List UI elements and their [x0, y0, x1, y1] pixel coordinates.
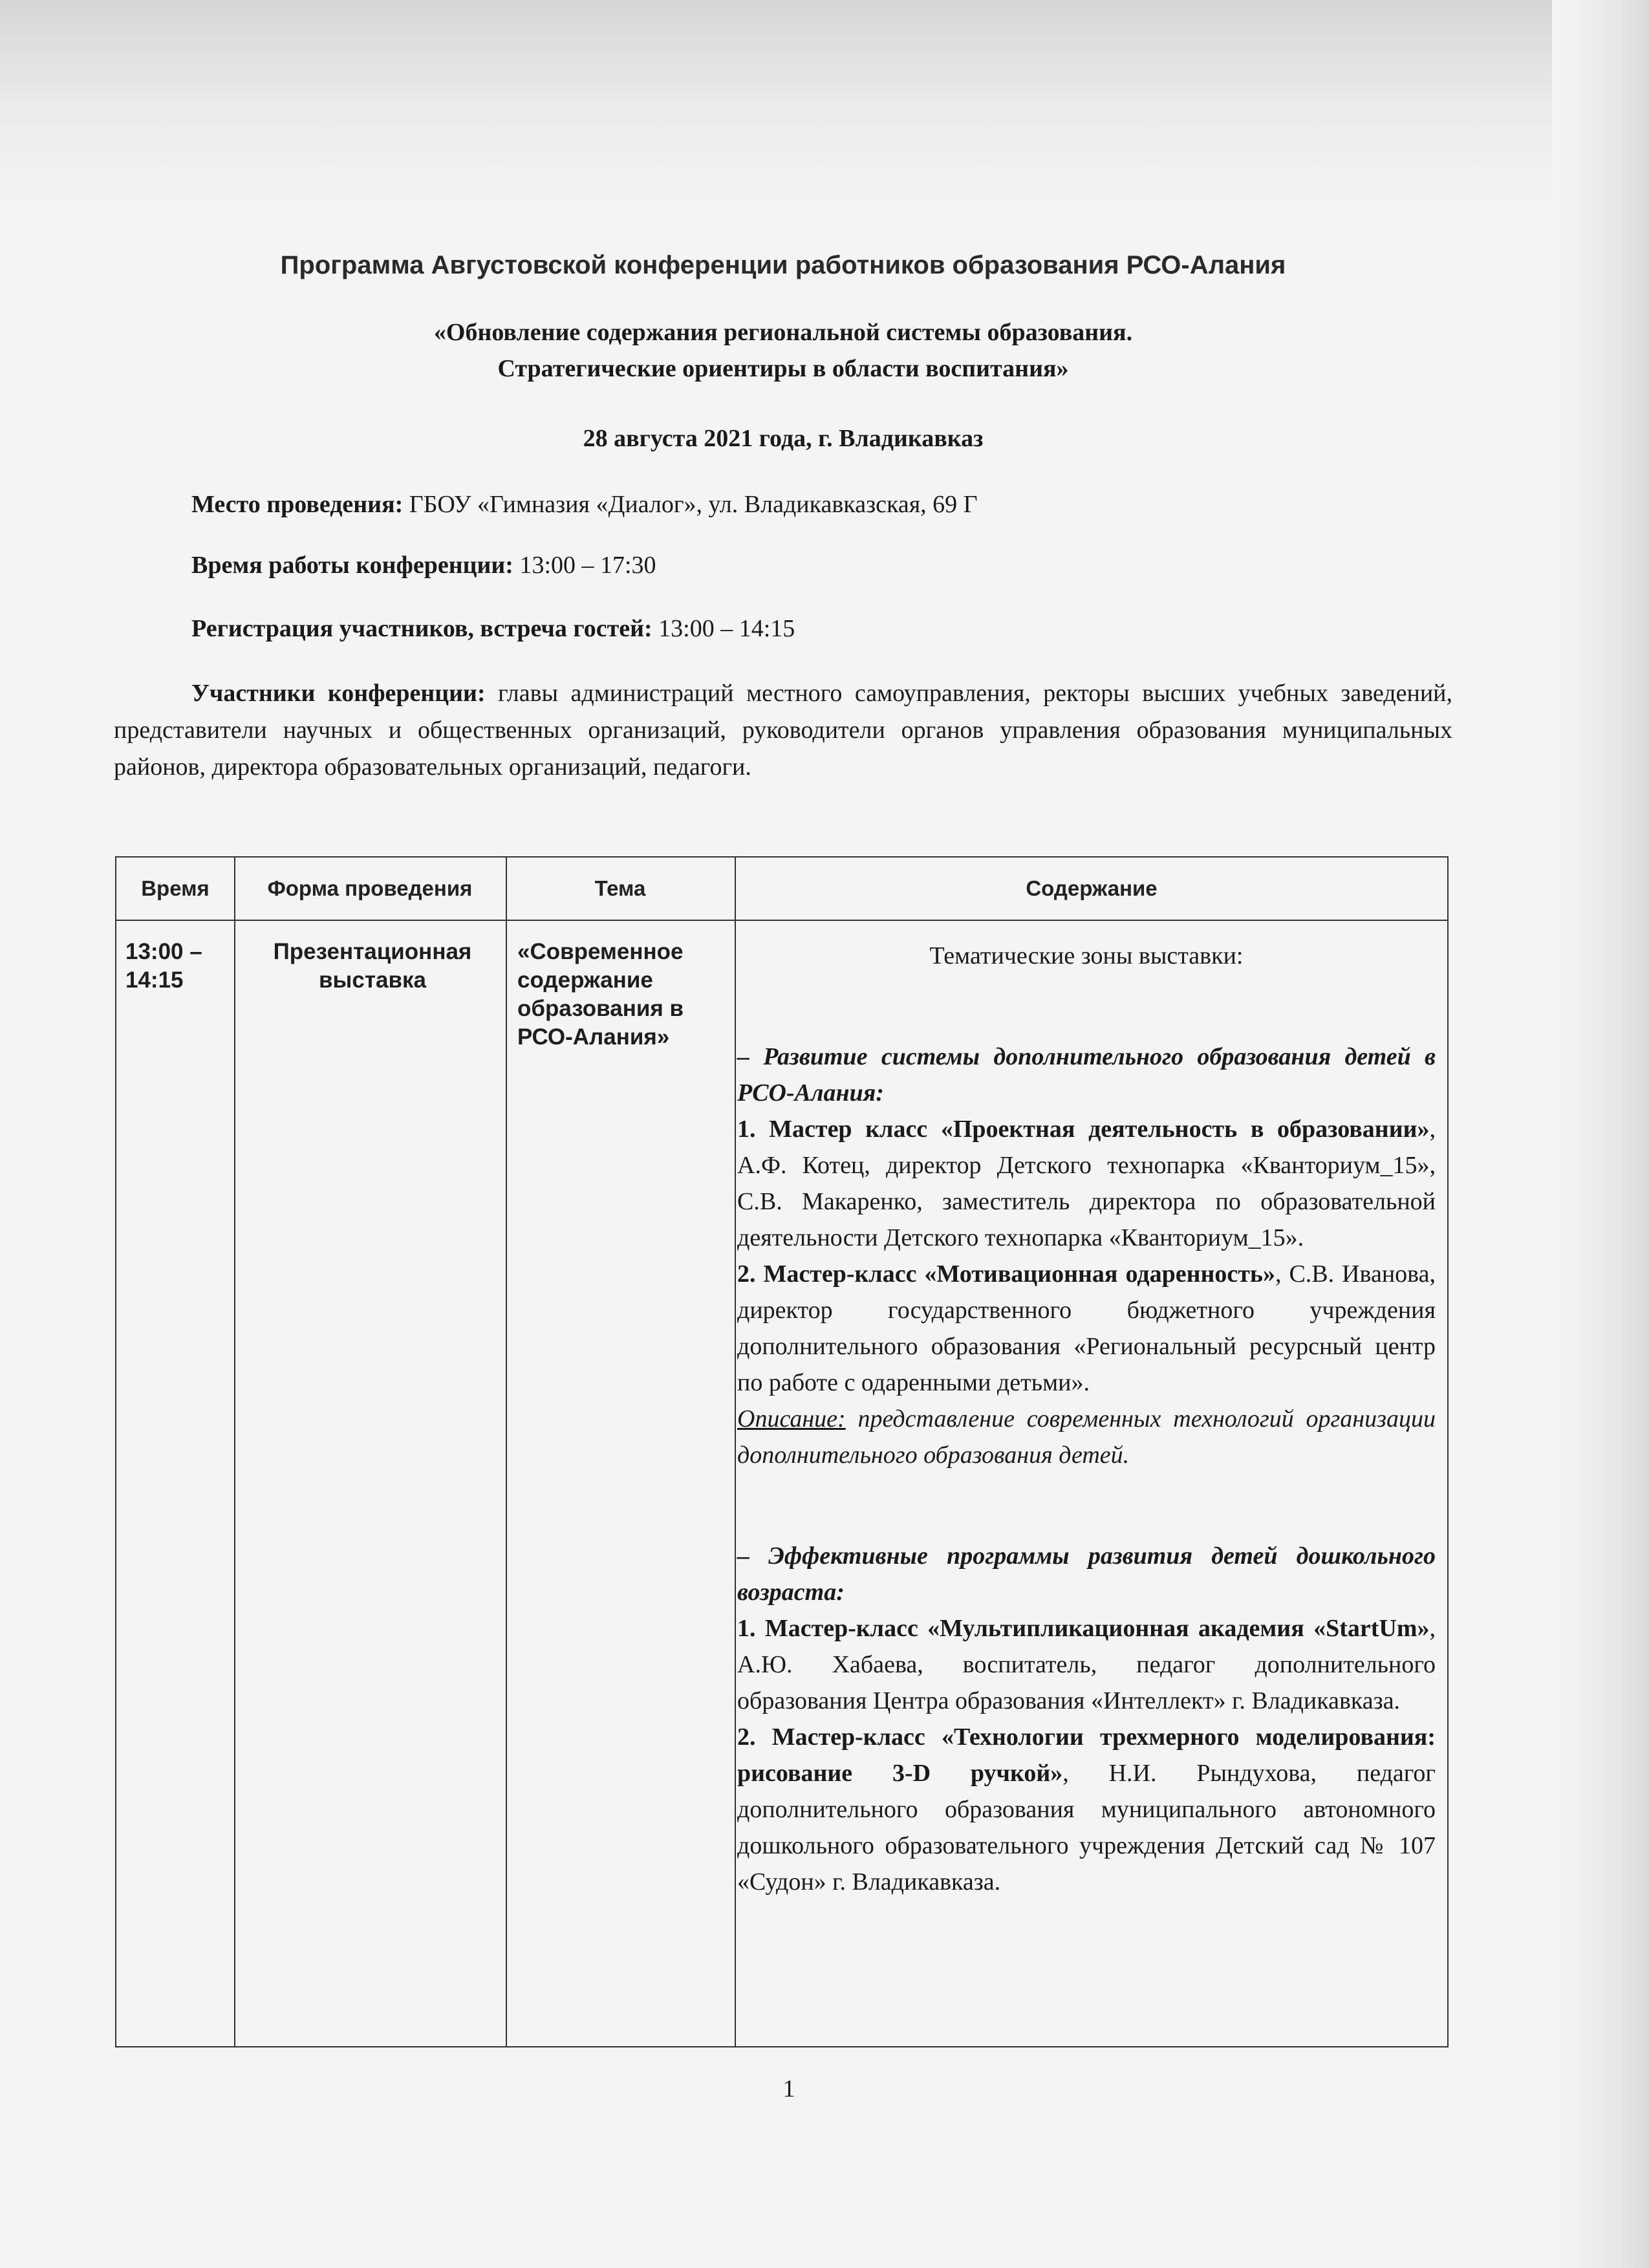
list-item: [737, 1610, 1436, 1719]
row-form: Презентационная выставка: [273, 939, 472, 993]
row-content: [737, 938, 1436, 1900]
section-heading-preschool: – Эффективные программы развития детей дошкольного возраста:: [737, 1542, 1436, 1606]
column-divider: [735, 858, 736, 2046]
column-divider: [234, 858, 235, 2046]
list-item: [737, 1719, 1436, 1900]
zones-title: Тематические зоны выставки:: [929, 942, 1244, 969]
row-theme: «Современное содержание образования в РСО-Алания»: [517, 939, 684, 1050]
item-title: 1. Мастер-класс «Мультипликационная академия «StartUm»: [737, 1615, 1430, 1642]
header-time: Время: [141, 876, 210, 900]
column-divider: [506, 858, 507, 2046]
item-text: , Н.И. Рындухова, педагог дополнительного образования муниципального автономного дошкольного образовательного учреждения Детский сад № 107 «Судон» г. Владикавказа.: [737, 1760, 1436, 1895]
participants-value: главы администраций местного самоуправления, ректоры высших учебных заведений, представители научных и общественных организаций, руководители органов управления образования муниципальных районов, директора образовательных организаций, педагоги.: [114, 680, 1453, 781]
page-number: 1: [782, 2075, 795, 2102]
row-time: 13:00 – 14:15: [125, 939, 202, 993]
header-content: Содержание: [1026, 876, 1158, 900]
item-title: 1. Мастер класс «Проектная деятельность в образовании»: [737, 1116, 1430, 1143]
section-heading-additional-education: – Развитие системы дополнительного образования детей в РСО-Алания:: [737, 1043, 1436, 1107]
registration-label: Регистрация участников, встреча гостей:: [191, 615, 652, 642]
list-item: [737, 1256, 1436, 1401]
item-title: 2. Мастер-класс «Мотивационная одаренность»: [737, 1260, 1275, 1288]
list-item: [737, 1111, 1436, 1256]
item-text: , А.Ф. Котец, директор Детского технопарка «Кванториум_15», С.В. Макаренко, заместитель директора по образовательной деятельности Детского технопарка «Кванториум_15».: [737, 1116, 1436, 1251]
program-table: [115, 856, 1449, 2047]
description-text: представление современных технологий организации дополнительного образования детей.: [737, 1405, 1436, 1469]
header-form: Форма проведения: [267, 876, 473, 900]
description-label: Описание:: [737, 1405, 846, 1432]
registration-line: [191, 614, 795, 643]
description: [737, 1401, 1436, 1473]
document-title: Программа Августовской конференции работников образования РСО-Алания: [280, 251, 1286, 279]
header-divider: [116, 920, 1447, 921]
header-theme: Тема: [594, 876, 646, 900]
item-text: , С.В. Иванова, директор государственного бюджетного учреждения дополнительного образования «Региональный ресурсный центр по работе с одаренными детьми».: [737, 1260, 1436, 1396]
venue-value: ГБОУ «Гимназия «Диалог», ул. Владикавказская, 69 Г: [403, 491, 978, 518]
hours-label: Время работы конференции:: [191, 552, 513, 579]
registration-value: 13:00 – 14:15: [652, 615, 795, 642]
date-place: 28 августа 2021 года, г. Владикавказ: [583, 425, 984, 452]
conference-theme-line2: Стратегические ориентиры в области воспитания»: [497, 355, 1069, 382]
participants-label: Участники конференции:: [191, 680, 486, 707]
venue-label: Место проведения:: [191, 491, 404, 518]
venue-line: [191, 490, 978, 519]
conference-theme-line1: «Обновление содержания региональной системы образования.: [433, 319, 1133, 346]
hours-value: 13:00 – 17:30: [513, 552, 656, 579]
item-title: 2. Мастер-класс «Технологии трехмерного моделирования: рисование 3-D ручкой»: [737, 1723, 1436, 1787]
item-text: , А.Ю. Хабаева, воспитатель, педагог дополнительного образования Центра образования «Интеллект» г. Владикавказа.: [737, 1615, 1436, 1714]
hours-line: [191, 551, 656, 579]
participants-paragraph: [114, 675, 1452, 786]
